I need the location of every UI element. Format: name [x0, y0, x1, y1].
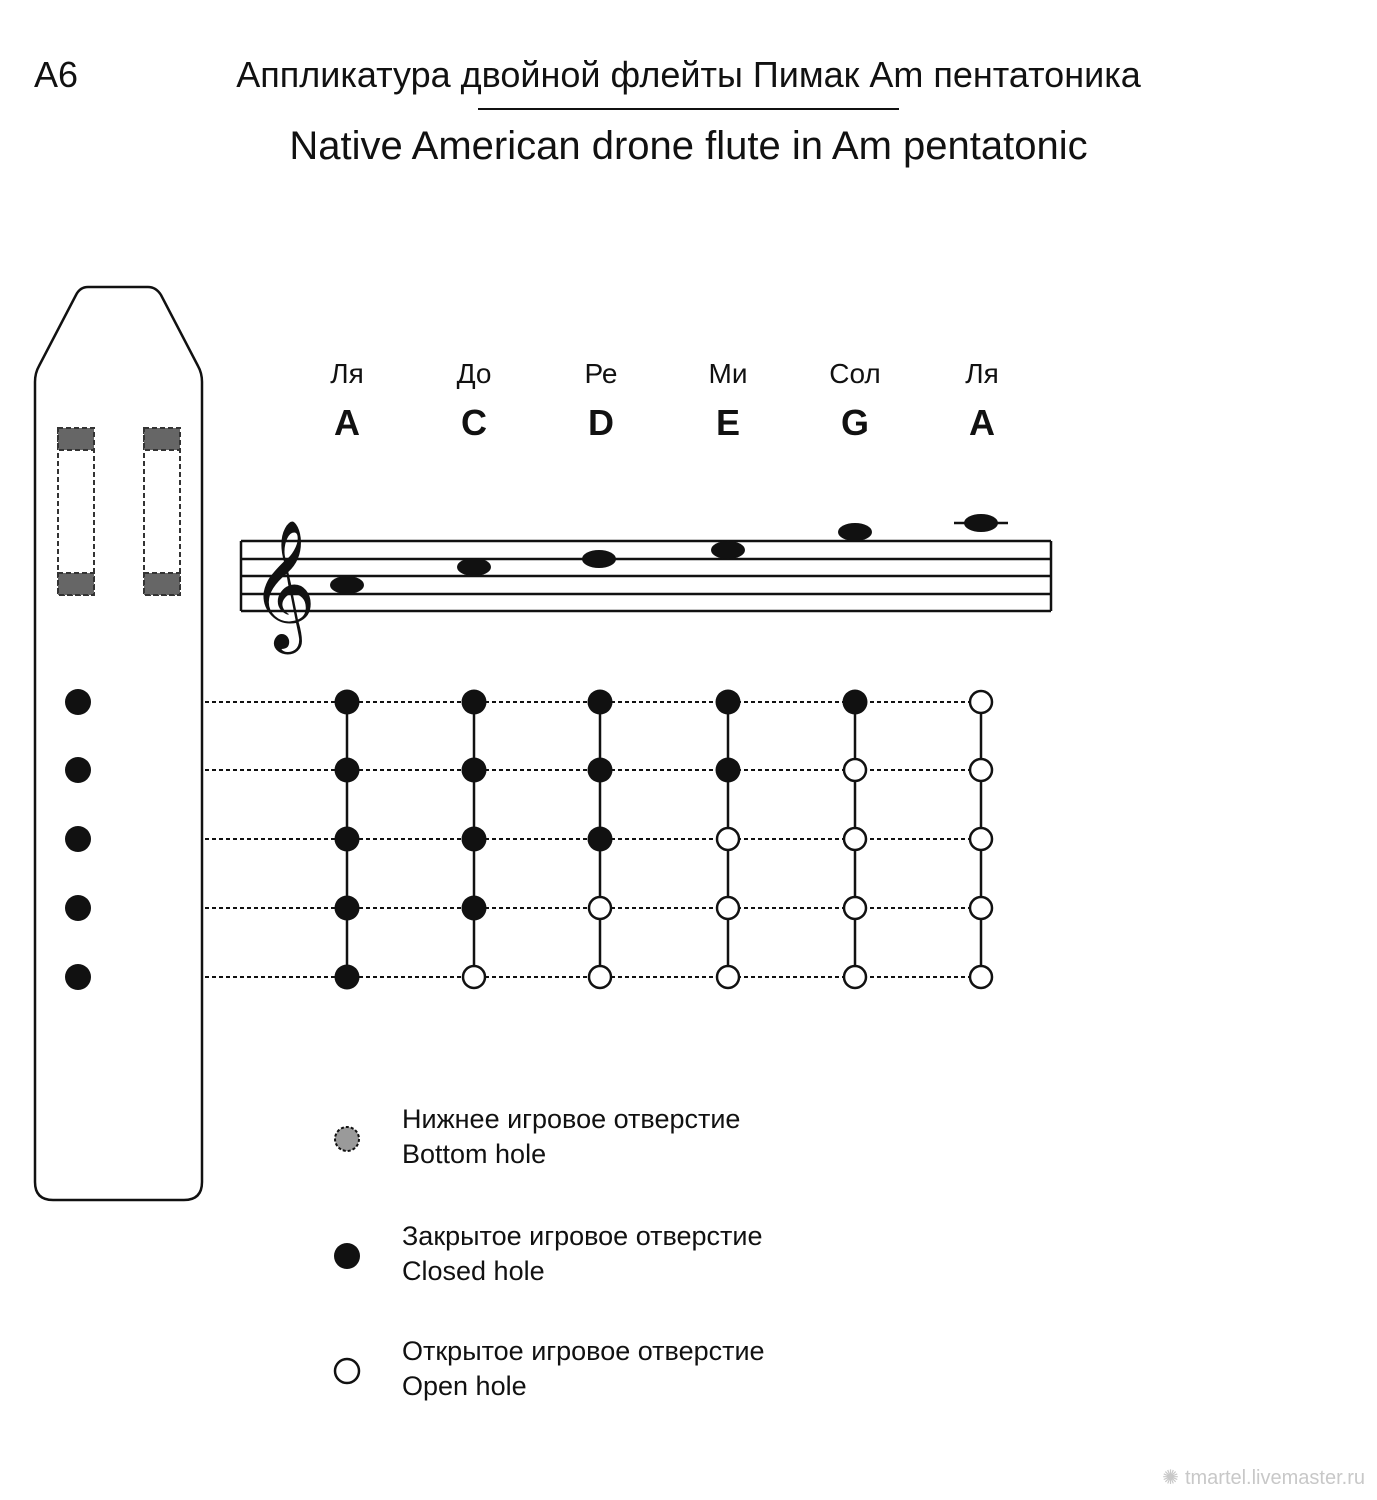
legend-bottom-hole: [402, 1102, 740, 1172]
open-hole-dot: [970, 966, 992, 988]
legend-label-ru: Закрытое игровое отверстие: [402, 1221, 763, 1251]
note-letter: A: [334, 402, 360, 443]
staff-note: [964, 514, 998, 532]
bottom-hole-icon: [335, 1127, 359, 1151]
closed-hole-dot: [335, 758, 360, 783]
closed-hole-dot: [843, 690, 868, 715]
legend-label-ru: Нижнее игровое отверстие: [402, 1104, 741, 1134]
open-hole-dot: [844, 828, 866, 850]
closed-hole-dot: [462, 896, 487, 921]
legend-open-hole: [402, 1334, 765, 1404]
legend-label-en: Bottom hole: [402, 1139, 547, 1169]
music-staff: [241, 541, 1051, 611]
staff-note: [457, 558, 491, 576]
staff-note: [330, 576, 364, 594]
open-hole-dot: [970, 828, 992, 850]
open-hole-dot: [970, 759, 992, 781]
flute-body: [35, 287, 202, 1200]
closed-hole-dot: [335, 896, 360, 921]
note-name-ru: Ми: [708, 358, 748, 389]
open-hole-dot: [717, 897, 739, 919]
open-hole-dot: [463, 966, 485, 988]
watermark: [1162, 1465, 1365, 1490]
open-hole-dot: [844, 897, 866, 919]
open-hole-dot: [844, 966, 866, 988]
closed-hole-dot: [335, 827, 360, 852]
open-hole-dot: [589, 897, 611, 919]
open-hole-dot: [970, 897, 992, 919]
flute-hole: [65, 895, 91, 921]
open-hole-dot: [717, 966, 739, 988]
closed-hole-dot: [335, 965, 360, 990]
note-letter: C: [461, 402, 487, 443]
closed-hole-icon: [334, 1243, 360, 1269]
closed-hole-dot: [716, 758, 741, 783]
note-letter: A: [969, 402, 995, 443]
note-letter: D: [588, 402, 614, 443]
staff-note: [582, 550, 616, 568]
legend-label-ru: Открытое игровое отверстие: [402, 1336, 765, 1366]
legend-label-en: Open hole: [402, 1371, 527, 1401]
note-letter: E: [715, 402, 740, 443]
note-name-ru: До: [456, 358, 492, 389]
note-name-ru: Ре: [584, 358, 618, 389]
flute-hole: [65, 757, 91, 783]
staff-note: [838, 523, 872, 541]
flute-hole: [65, 964, 91, 990]
treble-clef-icon: 𝄞: [250, 519, 317, 649]
closed-hole-dot: [588, 758, 613, 783]
title-english: Native American drone flute in Am pentatonic: [289, 124, 1088, 168]
watermark-text: tmartel.livemaster.ru: [1184, 1467, 1365, 1489]
closed-hole-dot: [462, 827, 487, 852]
flute-hole: [65, 826, 91, 852]
note-name-ru: Ля: [965, 358, 999, 389]
page-code: A6: [34, 54, 79, 95]
closed-hole-dot: [588, 827, 613, 852]
closed-hole-dot: [462, 690, 487, 715]
flute-hole: [65, 689, 91, 715]
staff-note: [711, 541, 745, 559]
open-hole-dot: [589, 966, 611, 988]
note-letter: G: [840, 402, 869, 443]
closed-hole-dot: [716, 690, 741, 715]
closed-hole-dot: [335, 690, 360, 715]
open-hole-icon: [335, 1359, 359, 1383]
title-russian: Аппликатура двойной флейты Пимак Am пентатоника: [236, 54, 1141, 95]
note-name-ru: Сол: [829, 358, 881, 389]
legend-label-en: Closed hole: [402, 1256, 545, 1286]
open-hole-dot: [844, 759, 866, 781]
note-name-ru: Ля: [330, 358, 364, 389]
open-hole-dot: [970, 691, 992, 713]
open-hole-dot: [717, 828, 739, 850]
gear-icon: ✺: [1162, 1467, 1179, 1489]
closed-hole-dot: [588, 690, 613, 715]
legend-closed-hole: [402, 1219, 763, 1289]
closed-hole-dot: [462, 758, 487, 783]
